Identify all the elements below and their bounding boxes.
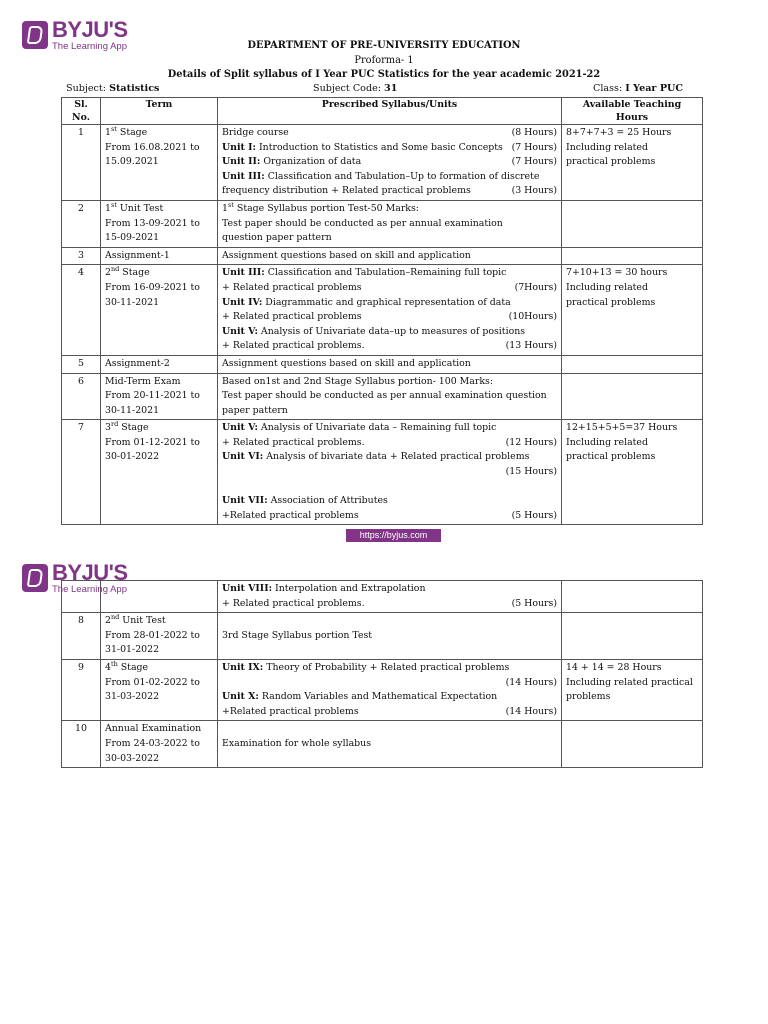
- col-term: Term: [101, 98, 218, 125]
- cell-term: Assignment-2: [101, 355, 218, 373]
- table-row: [62, 613, 703, 660]
- cell-sl-no: 1: [62, 125, 101, 201]
- class-meta: Class: I Year PUC: [593, 83, 684, 94]
- cell-term: 1st Unit Test From 13-09-2021 to 15-09-2021: [101, 200, 218, 247]
- table-row: [62, 420, 703, 525]
- cell-syllabus: Examination for whole syllabus: [218, 721, 562, 768]
- cell-hours: [562, 355, 703, 373]
- cell-syllabus: Assignment questions based on skill and application: [218, 355, 562, 373]
- table-row: [62, 200, 703, 247]
- subject-meta: Subject: Statistics: [66, 83, 160, 94]
- cell-term: 2nd Stage From 16-09-2021 to 30-11-2021: [101, 265, 218, 356]
- cell-sl-no: 3: [62, 247, 101, 265]
- col-sl-no: Sl. No.: [62, 98, 101, 125]
- cell-term: [101, 581, 218, 613]
- table-row: [62, 659, 703, 720]
- brand-name: BYJU'S: [52, 560, 128, 585]
- cell-term: Annual Examination From 24-03-2022 to 30-03-2022: [101, 721, 218, 768]
- byjus-link[interactable]: https://byjus.com: [346, 529, 441, 542]
- cell-term: 2nd Unit Test From 28-01-2022 to 31-01-2022: [101, 613, 218, 660]
- table-row: [62, 581, 703, 613]
- cell-sl-no: 2: [62, 200, 101, 247]
- table-row: [62, 355, 703, 373]
- cell-sl-no: 4: [62, 265, 101, 356]
- table-row: [62, 247, 703, 265]
- byjus-logo-icon: [22, 564, 48, 592]
- department-heading: DEPARTMENT OF PRE-UNIVERSITY EDUCATION: [247, 40, 521, 51]
- brand-name: BYJU'S: [52, 17, 128, 42]
- table-row: [62, 721, 703, 768]
- table-row: [62, 125, 703, 201]
- syllabus-table-continued: [61, 580, 703, 768]
- cell-term: 1st Stage From 16.08.2021 to 15.09.2021: [101, 125, 218, 201]
- cell-hours: 8+7+7+3 = 25 Hours Including related practical problems: [562, 125, 703, 201]
- cell-sl-no: [62, 581, 101, 613]
- cell-syllabus: 3rd Stage Syllabus portion Test: [218, 613, 562, 660]
- cell-sl-no: 7: [62, 420, 101, 525]
- proforma-label: Proforma- 1: [354, 55, 414, 66]
- cell-sl-no: 10: [62, 721, 101, 768]
- col-syllabus: Prescribed Syllabus/Units: [218, 98, 562, 125]
- cell-syllabus: Unit VIII: Interpolation and Extrapolation + Related practical problems. (5 Hours): [218, 581, 562, 613]
- cell-hours: [562, 373, 703, 420]
- syllabus-table: [61, 97, 703, 525]
- cell-hours: 14 + 14 = 28 Hours Including related practical problems: [562, 659, 703, 720]
- subject-code-meta: Subject Code: 31: [313, 83, 398, 94]
- cell-hours: [562, 721, 703, 768]
- cell-term: Mid-Term Exam From 20-11-2021 to 30-11-2021: [101, 373, 218, 420]
- col-hours: Available Teaching Hours: [562, 98, 703, 125]
- brand-tagline: The Learning App: [52, 41, 128, 52]
- cell-sl-no: 5: [62, 355, 101, 373]
- document-title: Details of Split syllabus of I Year PUC Statistics for the year academic 2021-22: [167, 69, 601, 80]
- cell-term: 3rd Stage From 01-12-2021 to 30-01-2022: [101, 420, 218, 525]
- cell-syllabus: Unit III: Classification and Tabulation–Remaining full topic + Related practical problems (7Hours) Unit IV: Diagrammatic and graphical representation of data + Related practical problems (10Hours) Unit V: Analysis of Univariate data–up to measures of positions + Related practical problems. (13 Hours): [218, 265, 562, 356]
- cell-syllabus: Unit IX: Theory of Probability + Related practical problems (14 Hours) Unit X: Random Variables and Mathematical Expectation +Related practical problems (14 Hours): [218, 659, 562, 720]
- cell-hours: [562, 247, 703, 265]
- cell-hours: [562, 200, 703, 247]
- cell-hours: [562, 581, 703, 613]
- cell-syllabus: Bridge course (8 Hours) Unit I: Introduction to Statistics and Some basic Concepts (7 Hours) Unit II: Organization of data (7 Hours) Unit III: Classification and Tabulation–Up to formation of discrete frequency distribution + Related practical problems (3 Hours): [218, 125, 562, 201]
- brand-tagline: The Learning App: [52, 584, 128, 595]
- cell-hours: 7+10+13 = 30 hours Including related practical problems: [562, 265, 703, 356]
- cell-syllabus: Assignment questions based on skill and application: [218, 247, 562, 265]
- cell-syllabus: Unit V: Analysis of Univariate data – Remaining full topic + Related practical problems. (12 Hours) Unit VI: Analysis of bivariate data + Related practical problems (15 Hours) Unit VII: Association of Attributes +Related practical problems (5 Hours): [218, 420, 562, 525]
- table-row: [62, 373, 703, 420]
- cell-term: 4th Stage From 01-02-2022 to 31-03-2022: [101, 659, 218, 720]
- cell-hours: [562, 613, 703, 660]
- cell-sl-no: 8: [62, 613, 101, 660]
- cell-syllabus: 1st Stage Syllabus portion Test-50 Marks: Test paper should be conducted as per annual examination question paper pattern: [218, 200, 562, 247]
- cell-sl-no: 9: [62, 659, 101, 720]
- cell-sl-no: 6: [62, 373, 101, 420]
- table-header-row: [62, 98, 703, 125]
- table-row: [62, 265, 703, 356]
- cell-hours: 12+15+5+5=37 Hours Including related practical problems: [562, 420, 703, 525]
- cell-term: Assignment-1: [101, 247, 218, 265]
- cell-syllabus: Based on1st and 2nd Stage Syllabus portion- 100 Marks: Test paper should be conducted as per annual examination question paper pattern: [218, 373, 562, 420]
